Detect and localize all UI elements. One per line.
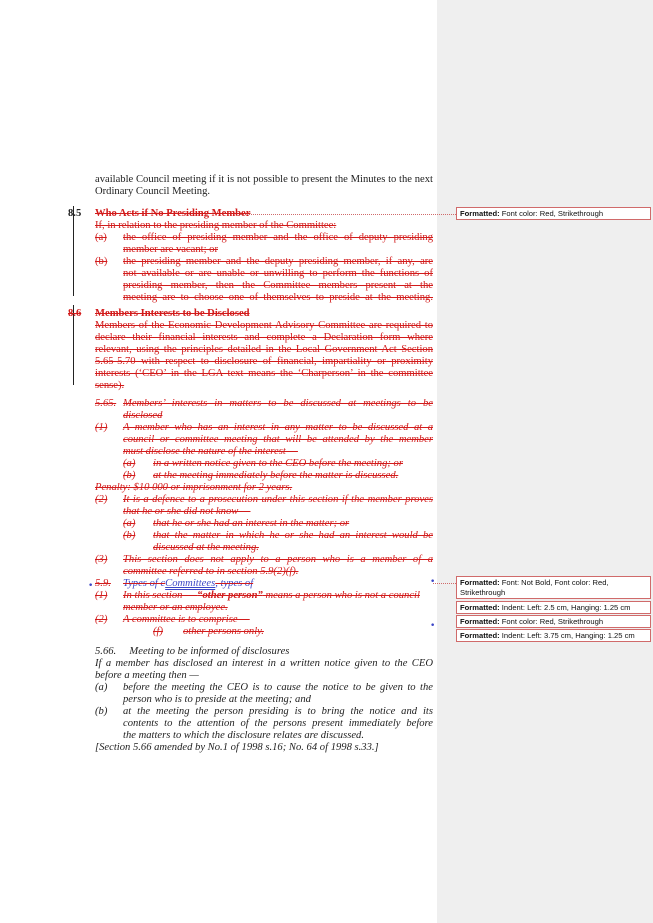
deleted-text: , types of [215,578,254,589]
move-mark-icon: • [88,581,94,591]
deleted-text: disclosed [123,410,163,421]
item-label: (a) [95,232,107,243]
inserted-text: Committees [165,578,216,589]
deleted-text: It is a defence to a prosecution under this section if the member proves [123,494,433,505]
deleted-text: Types of c [123,578,166,589]
section-number: 8.5 [68,208,82,219]
tracked-heading [123,578,253,590]
deleted-text: the office of presiding member and the office of deputy presiding [123,232,433,243]
item-label: (b) [123,470,136,481]
comments-pane [437,0,653,923]
item-label: (a) [95,682,108,693]
deleted-text: in a written notice given to the CEO before the meeting; or [153,458,403,469]
item-label: (b) [123,530,136,541]
format-balloon[interactable]: Formatted: Indent: Left: 2.5 cm, Hanging: 1.25 cm [456,601,651,614]
item-label: (b) [95,706,108,717]
body-line: before the meeting the CEO is to cause the notice to be given to the [123,682,433,693]
deleted-text: the presiding member and the deputy presiding member, if any, are [123,256,433,267]
deleted-text: not available or are unable or unwilling to perform the functions of [123,268,433,279]
body-line: Ordinary Council Meeting. [95,186,211,197]
deleted-text: council or committee meeting that will be attended by the member [123,434,433,445]
deleted-text: must disclose the nature of the interest — [123,446,298,457]
deleted-text: interests (‘CEO’ in the LGA text means the ‘Charperson’ in the committee [95,368,433,379]
deleted-text: Members’ interests in matters to be discussed at meetings to be [123,398,433,409]
deleted-text: at the meeting immediately before the matter is discussed. [153,470,399,481]
deleted-text: In this section — “other person” means a person who is not a council [123,590,420,601]
section-heading: 5.66. Meeting to be informed of disclosures [95,646,290,657]
format-balloon[interactable]: Formatted: Font color: Red, Strikethrough [456,615,651,628]
body-line: at the meeting the person presiding is to bring the notice and its [123,706,433,717]
deleted-text: If, in relation to the presiding member of the Committee: [95,220,337,231]
format-balloon[interactable]: Formatted: Font color: Red, Strikethrough [456,207,651,220]
deleted-text: declare their financial interests and complete a Declaration form where [95,332,433,343]
body-line: If a member has disclosed an interest in a written notice given to the CEO [95,658,433,669]
deleted-text: member are vacant; or [123,244,218,255]
deleted-text: meeting are to choose one of themselves to preside at the meeting. [123,292,433,303]
format-balloon[interactable]: Formatted: Font: Not Bold, Font color: Red, Strikethrough [456,576,651,599]
body-line: available Council meeting if it is not possible to present the Minutes to the next [95,174,433,185]
deleted-text: This section does not apply to a person who is a member of a [123,554,433,565]
deleted-text: sense). [95,380,125,391]
deleted-text: 5.65-5.70 with respect to disclosure of financial, impartiality or proximity [95,356,433,367]
body-line: contents to the attention of the persons present immediately before [123,718,433,729]
item-label: (f) [153,626,163,637]
format-balloon[interactable]: Formatted: Indent: Left: 3.75 cm, Hanging: 1.25 cm [456,629,651,642]
balloon-connector [240,214,456,215]
deleted-text: other persons only. [183,626,264,637]
section-title: Members Interests to be Disclosed [95,308,250,319]
deleted-text: discussed at the meeting. [153,542,259,553]
section-number: 5.9. [95,578,111,589]
item-label: (3) [95,554,108,565]
deleted-text: that he or she had an interest in the matter; or [153,518,350,529]
item-label: (1) [95,590,108,601]
section-title: Who Acts if No Presiding Member [95,208,251,219]
deleted-text: relevant, using the principles detailed in the Local Government Act Section [95,344,433,355]
deleted-text: A member who has an interest in any matter to be discussed at a [123,422,433,433]
deleted-text: Penalty: $10 000 or imprisonment for 2 years. [95,482,293,493]
section-number: 5.65. [95,398,117,409]
item-label: (2) [95,494,108,505]
deleted-text: presiding member, then the Committee members present at the [123,280,433,291]
body-line: person who is to preside at the meeting; and [123,694,311,705]
deleted-text: Members of the Economic Development Advisory Committee are required to [95,320,433,331]
item-label: (2) [95,614,108,625]
deleted-text: that the matter in which he or she had an interest would be [153,530,433,541]
balloon-connector [433,583,456,584]
body-line: before a meeting then — [95,670,199,681]
change-mark-icon: • [430,577,436,587]
deleted-text: A committee is to comprise — [123,614,250,625]
item-label: (b) [95,256,108,267]
deleted-text: member or an employee. [123,602,228,613]
citation-note: [Section 5.66 amended by No.1 of 1998 s.16; No. 64 of 1998 s.33.] [95,742,379,753]
item-label: (a) [123,518,136,529]
deleted-text: committee referred to in section 5.9(2)(f). [123,566,299,577]
section-number: 8.6 [68,308,82,319]
item-label: (a) [123,458,136,469]
deleted-text: that he or she did not know — [123,506,251,517]
change-mark-icon: • [430,621,436,631]
item-label: (1) [95,422,108,433]
body-line: the matters to which the disclosure relates are discussed. [123,730,364,741]
